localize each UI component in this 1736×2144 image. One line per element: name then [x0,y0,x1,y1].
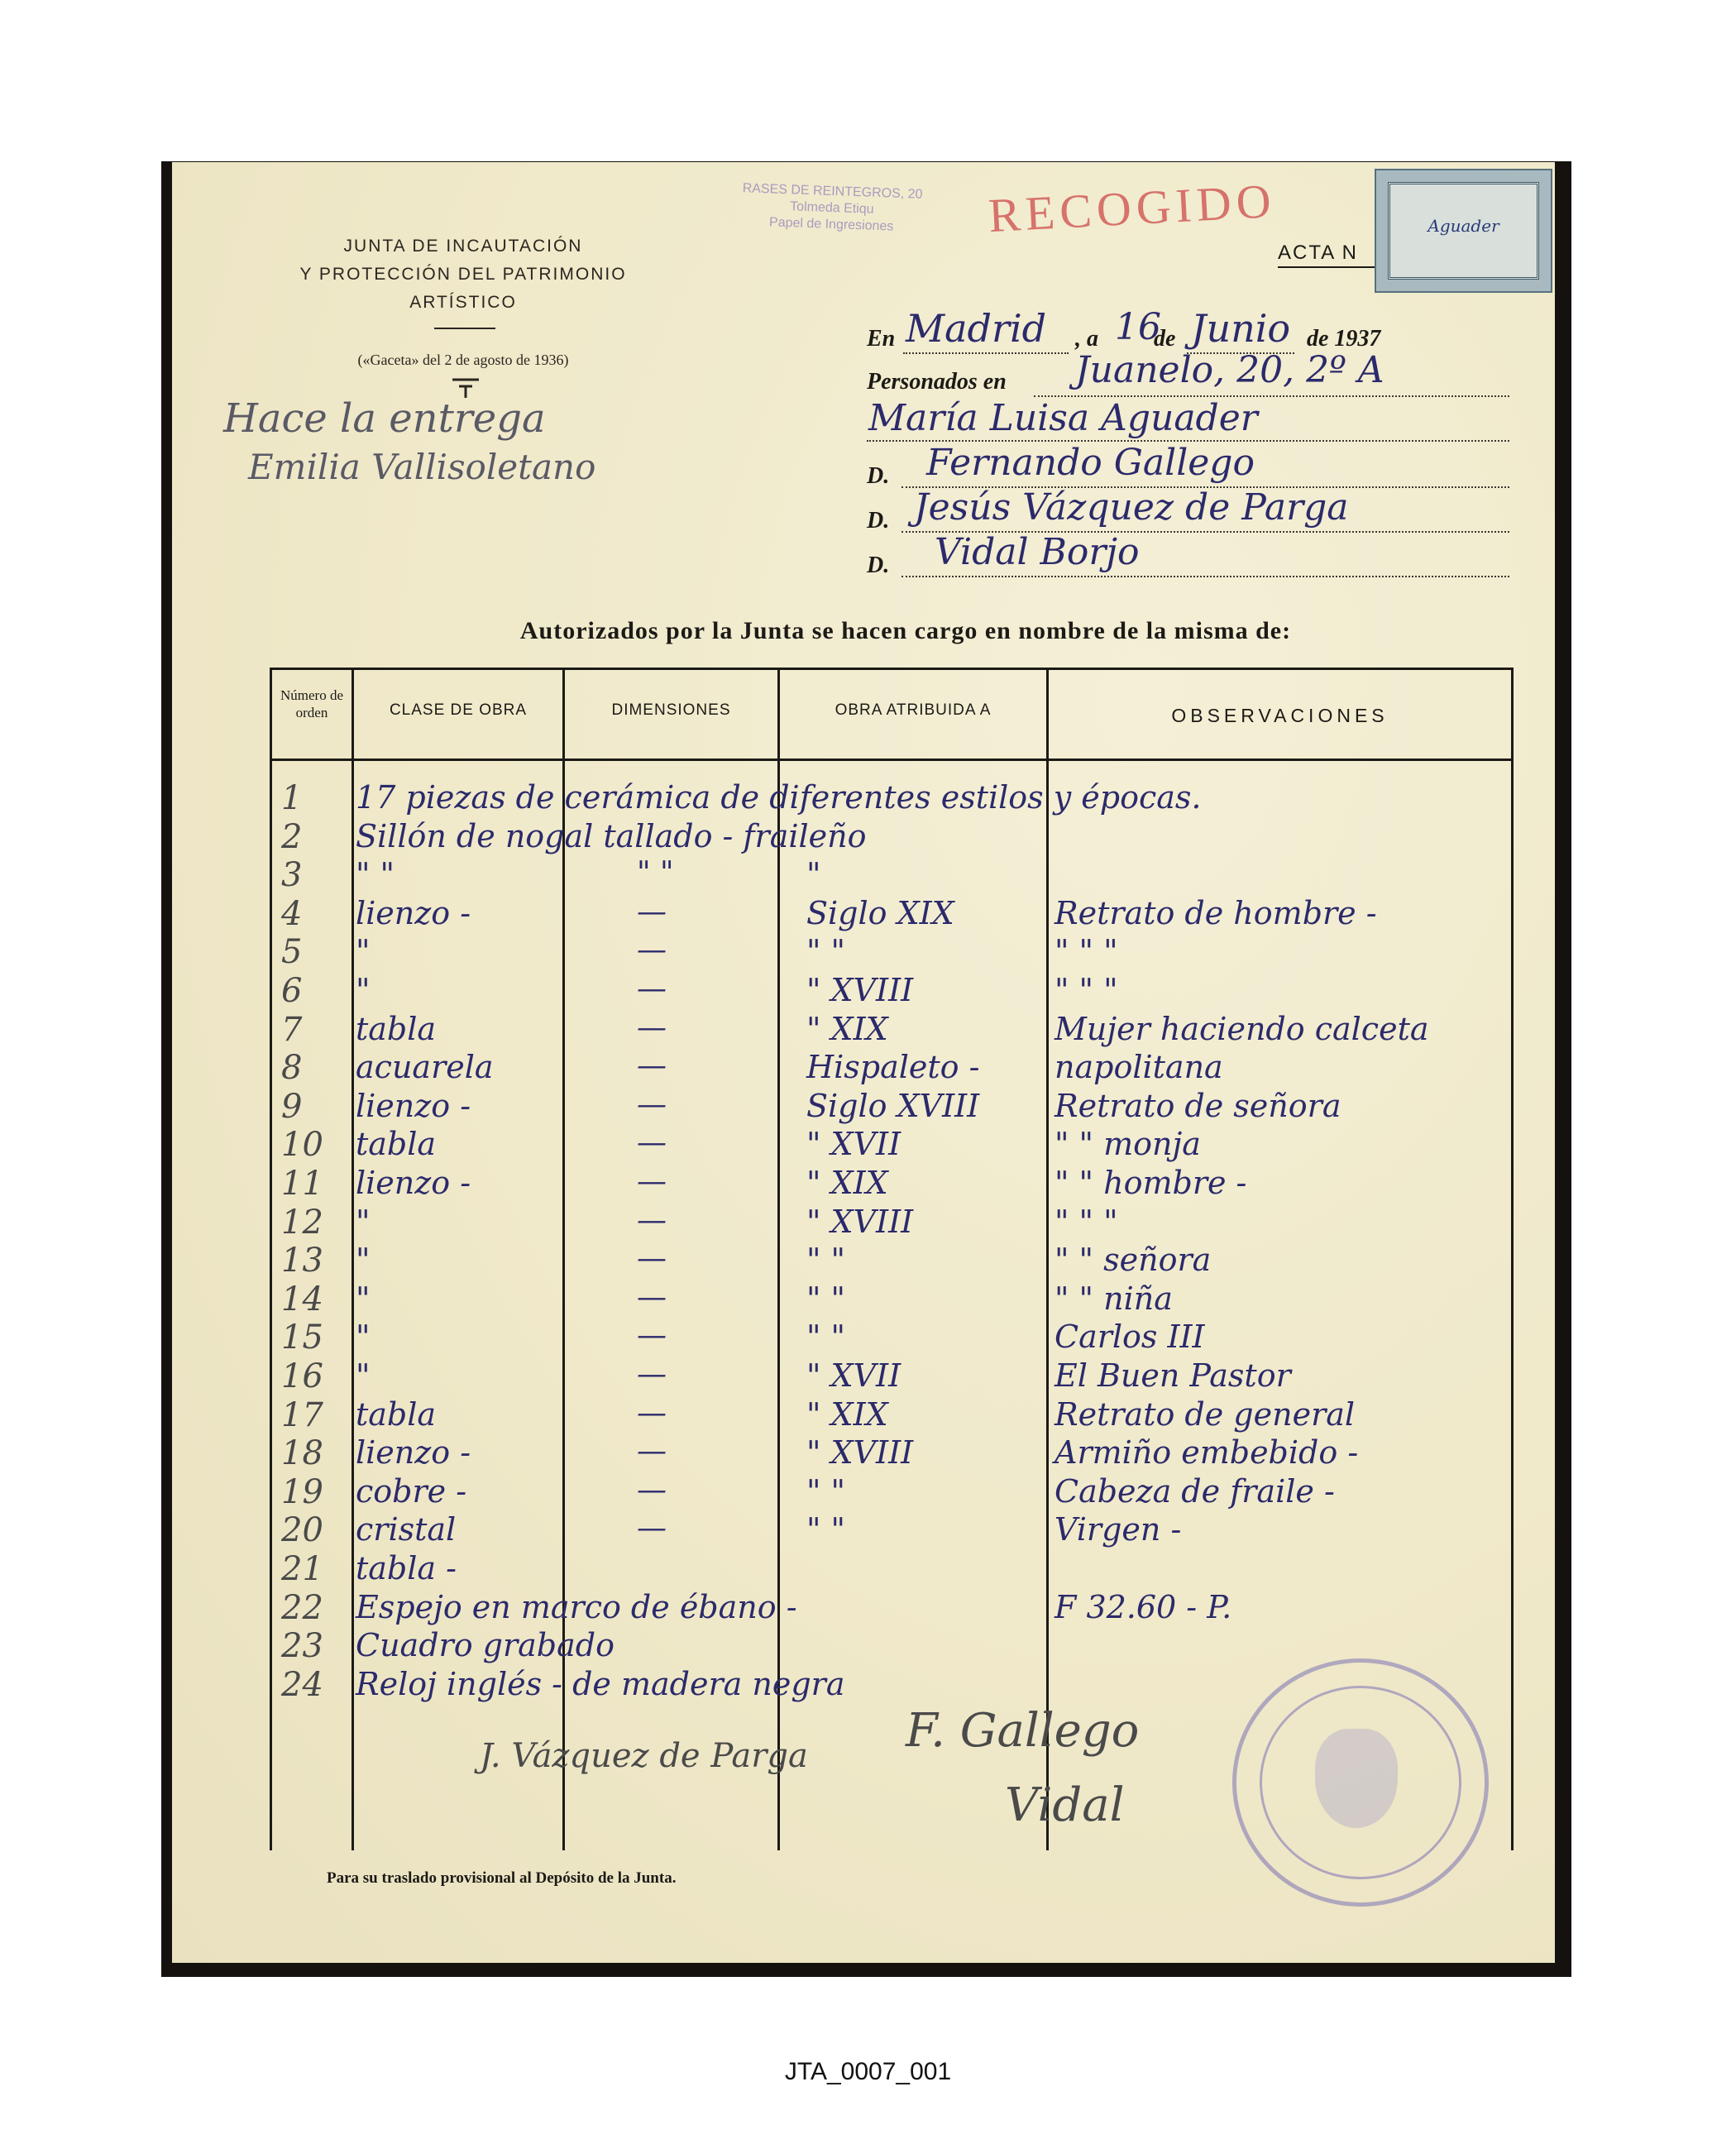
row-number: 17 [281,1395,323,1434]
row-observaciones: Virgen - [1055,1511,1182,1548]
row-observaciones: " " señora [1055,1242,1212,1279]
row-clase: Cuadro grabado [356,1627,615,1664]
row-observaciones: " " hombre - [1055,1165,1247,1201]
row-obra-atribuida: " [806,856,821,893]
row-number: 8 [281,1049,303,1088]
address-handwritten: Juanelo, 20, 2º A [1075,349,1384,391]
row-observaciones: " " monja [1055,1126,1201,1163]
row-dimensiones: — [637,1280,667,1314]
row-obra-atribuida: " " [806,1511,846,1548]
row-number: 19 [281,1472,323,1511]
row-obra-atribuida: " " [806,1280,846,1317]
row-obra-atribuida: " " [806,1318,846,1356]
header-line-3: ARTÍSTICO [409,293,517,312]
row-clase: lienzo - [356,1165,471,1201]
row-number: 12 [281,1203,323,1242]
row-observaciones: Carlos III [1055,1318,1205,1356]
row-number: 9 [281,1087,303,1126]
city-dotted-line [903,352,1069,354]
row-observaciones: Cabeza de fraile - [1055,1472,1335,1510]
fiscal-stamp-name: Aguader [1428,216,1499,236]
row-obra-atribuida: " XVIII [806,1434,914,1472]
row-number: 16 [281,1357,323,1395]
header-obra-atribuida: OBRA ATRIBUIDA A [835,701,992,719]
header-numero-orden: Número de orden [280,687,343,720]
row-observaciones: " " niña [1055,1280,1173,1317]
row-obra-atribuida: Hispaleto - [806,1049,980,1086]
row-number: 5 [281,933,303,972]
file-caption: JTA_0007_001 [784,2058,952,2085]
row-dimensiones: — [637,1126,667,1161]
column-divider-4 [1046,670,1049,1850]
row-number: 23 [281,1627,323,1666]
month-handwritten: Junio [1191,306,1291,351]
row-number: 11 [281,1165,323,1203]
personados-label: Personados en [867,369,1007,395]
row-dimensiones: — [637,1395,667,1430]
row-number: 3 [281,856,303,895]
authorization-title: Autorizados por la Junta se hacen cargo en nombre de la misma de: [519,617,1292,644]
row-clase: tabla - [356,1550,457,1586]
row-observaciones: Retrato de general [1055,1395,1356,1433]
row-obra-atribuida: " XIX [806,1395,888,1433]
row-clase: Sillón de nogal tallado - fraileño [356,817,867,854]
row-clase: lienzo - [356,1434,471,1472]
row-number: 1 [281,779,303,817]
header-dimensiones: DIMENSIONES [611,701,731,719]
row-obra-atribuida: " " [806,933,846,970]
d-label-1: D. [867,463,890,489]
row-number: 4 [281,894,303,933]
header-observaciones: OBSERVACIONES [1171,705,1389,726]
row-clase: " [356,1203,371,1240]
margin-note-line-2: Emilia Vallisoletano [248,447,596,487]
row-obra-atribuida: " " [806,1472,846,1510]
row-observaciones: Retrato de señora [1055,1087,1341,1124]
row-dimensiones: — [637,1010,667,1045]
official-seal [1232,1658,1489,1907]
signature-2: F. Gallego [906,1704,1140,1758]
row-dimensiones: — [637,1049,667,1084]
row-clase: " [356,933,371,970]
row-dimensiones: — [637,1203,667,1237]
row-number: 22 [281,1588,323,1627]
header-line-2: Y PROTECCIÓN DEL PATRIMONIO [299,265,627,284]
row-observaciones: Retrato de hombre - [1055,894,1377,931]
row-number: 15 [281,1318,323,1357]
day-handwritten: 16 [1115,306,1161,348]
row-clase: tabla [356,1010,437,1047]
row-clase: " [356,972,371,1008]
row-number: 14 [281,1280,323,1318]
row-observaciones: Mujer haciendo calceta [1055,1010,1429,1047]
row-clase: tabla [356,1126,437,1163]
row-dimensiones: — [637,972,667,1006]
row-obra-atribuida: " XVII [806,1357,901,1394]
row-clase: lienzo - [356,894,471,931]
year-label: de 1937 [1307,326,1381,352]
row-dimensiones: — [637,1511,667,1546]
row-dimensiones: — [637,894,667,929]
row-clase: Reloj inglés - de madera negra [356,1665,845,1702]
row-clase: Espejo en marco de ébano - [356,1588,797,1625]
d-label-3: D. [867,553,890,578]
coat-of-arms-icon [1315,1729,1398,1828]
owner-handwritten: María Luisa Aguader [868,397,1258,439]
acta-number-label: ACTA N [1278,242,1358,264]
row-dimensiones: — [637,1242,667,1276]
person-2-handwritten: Jesús Vázquez de Parga [914,486,1349,529]
row-dimensiones: " " [637,856,674,891]
row-observaciones: El Buen Pastor [1055,1357,1291,1394]
a-label: , a [1075,326,1098,352]
row-clase: lienzo - [356,1087,471,1124]
row-dimensiones: — [637,933,667,968]
footer-note: Para su traslado provisional al Depósito de la Junta. [327,1869,677,1887]
recogido-stamp: RECOGIDO [987,173,1278,243]
purple-stamp-text: RASES DE REINTEGROS, 20 Tolmeda Etiqu Papel de Ingresiones [742,181,923,234]
row-clase: " " [356,856,395,893]
city-handwritten: Madrid [906,306,1047,351]
row-dimensiones: — [637,1165,667,1199]
row-observaciones: " " " [1055,972,1118,1008]
row-clase: " [356,1318,371,1356]
row-number: 7 [281,1010,303,1049]
header-line-1: JUNTA DE INCAUTACIÓN [343,237,583,256]
row-number: 21 [281,1550,323,1588]
row-number: 18 [281,1434,323,1473]
row-obra-atribuida: " " [806,1242,846,1279]
row-number: 13 [281,1242,323,1280]
row-obra-atribuida: " XVII [806,1126,901,1163]
row-clase: acuarela [356,1049,494,1086]
row-dimensiones: — [637,1357,667,1391]
margin-note-line-1: Hace la entrega [223,395,546,442]
row-observaciones: Armiño embebido - [1055,1434,1359,1472]
row-clase: cristal [356,1511,457,1548]
row-obra-atribuida: " XVIII [806,972,914,1008]
fiscal-stamp-frame [1388,182,1539,280]
d-label-2: D. [867,508,890,534]
row-dimensiones: — [637,1318,667,1353]
row-observaciones: " " " [1055,1203,1118,1240]
row-obra-atribuida: " XIX [806,1010,888,1047]
person-3-dotted-line [901,576,1509,577]
de-label: de [1154,326,1176,352]
row-obra-atribuida: Siglo XIX [806,894,954,931]
row-obra-atribuida: " XIX [806,1165,888,1201]
row-number: 10 [281,1126,323,1165]
signature-1: J. Vázquez de Parga [480,1737,808,1775]
header-clase-obra: CLASE DE OBRA [389,701,528,719]
row-clase: cobre - [356,1472,467,1510]
row-observaciones: F 32.60 - P. [1055,1588,1232,1625]
en-label: En [867,326,896,352]
row-clase: " [356,1357,371,1394]
row-dimensiones: — [637,1472,667,1507]
row-observaciones: napolitana [1055,1049,1223,1086]
row-observaciones: " " " [1055,933,1118,970]
fiscal-stamp [1375,169,1552,293]
row-number: 2 [281,817,303,856]
gaceta-reference: («Gaceta» del 2 de agosto de 1936) [357,352,569,368]
row-clase: tabla [356,1395,437,1433]
row-number: 24 [281,1665,323,1704]
row-dimensiones: — [637,1434,667,1469]
row-dimensiones: — [637,1087,667,1122]
row-number: 6 [281,972,303,1010]
signature-3: Vidal [1005,1778,1125,1832]
row-clase: 17 piezas de cerámica de diferentes estilos y épocas. [356,779,1202,816]
person-1-handwritten: Fernando Gallego [926,442,1255,484]
person-3-handwritten: Vidal Borjo [935,531,1140,573]
header-divider [434,328,495,329]
row-obra-atribuida: " XVIII [806,1203,914,1240]
table-header-divider [270,759,1514,761]
row-clase: " [356,1242,371,1279]
row-clase: " [356,1280,371,1317]
row-number: 20 [281,1511,323,1550]
column-divider-1 [352,670,354,1850]
purple-ink-stamp [689,179,973,280]
row-obra-atribuida: Siglo XVIII [806,1087,980,1124]
